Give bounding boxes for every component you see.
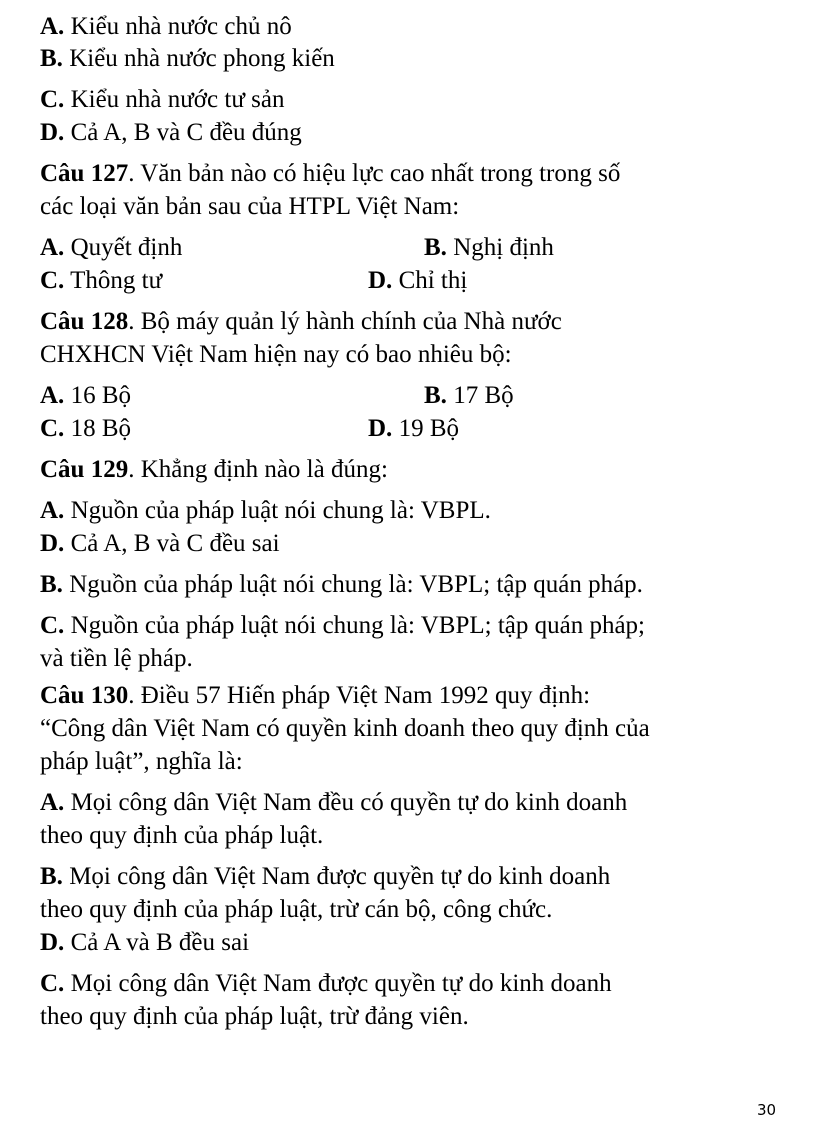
option-a <box>40 382 131 409</box>
option-letter: A. <box>40 13 65 40</box>
question-text: CHXHCN Việt Nam hiện nay có bao nhiêu bộ: <box>40 341 512 368</box>
option-line-continued <box>40 893 790 926</box>
option-line <box>40 967 790 1000</box>
spacer <box>40 75 790 83</box>
option-text: Nguồn của pháp luật nói chung là: VBPL; tập quán pháp. <box>62 571 643 598</box>
option-letter: C. <box>40 970 65 997</box>
spacer <box>40 486 790 494</box>
option-letter: A. <box>40 497 65 524</box>
question-text: . Văn bản nào có hiệu lực cao nhất trong trong số <box>128 160 621 187</box>
option-text: theo quy định của pháp luật, trừ đảng viên. <box>40 1003 469 1030</box>
document-page <box>40 10 790 1033</box>
option-b <box>424 379 514 412</box>
option-c <box>40 415 131 442</box>
option-letter: A. <box>40 382 65 409</box>
spacer <box>40 778 790 786</box>
question-line <box>40 453 790 486</box>
option-letter: B. <box>424 382 447 409</box>
option-row <box>40 412 790 445</box>
option-line <box>40 10 790 43</box>
option-text: và tiền lệ pháp. <box>40 645 193 672</box>
option-text: Quyết định <box>64 234 183 261</box>
option-line <box>40 42 790 75</box>
option-line <box>40 83 790 116</box>
question-text: các loại văn bản sau của HTPL Việt Nam: <box>40 193 460 220</box>
option-row <box>40 231 790 264</box>
option-line <box>40 786 790 819</box>
page-number: 30 <box>757 1101 777 1119</box>
option-row <box>40 264 790 297</box>
option-letter: B. <box>40 45 63 72</box>
option-letter: D. <box>40 929 65 956</box>
question-text: . Khẳng định nào là đúng: <box>128 456 388 483</box>
option-a <box>40 234 182 261</box>
option-letter: B. <box>424 234 447 261</box>
option-text: Mọi công dân Việt Nam được quyền tự do kinh doanh <box>62 863 611 890</box>
option-line <box>40 116 790 149</box>
option-d <box>368 412 459 445</box>
option-text: Nguồn của pháp luật nói chung là: VBPL. <box>64 497 491 524</box>
option-letter: C. <box>40 415 65 442</box>
spacer <box>40 560 790 568</box>
option-text: Nghị định <box>446 234 554 261</box>
option-letter: B. <box>40 863 63 890</box>
question-line <box>40 712 790 745</box>
spacer <box>40 371 790 379</box>
question-line <box>40 157 790 190</box>
option-text: Kiểu nhà nước chủ nô <box>64 13 292 40</box>
option-b <box>424 231 554 264</box>
spacer <box>40 149 790 157</box>
option-letter: D. <box>368 415 393 442</box>
option-row <box>40 379 790 412</box>
option-line <box>40 926 790 959</box>
question-line <box>40 190 790 223</box>
option-c <box>40 267 162 294</box>
option-text: Cả A, B và C đều sai <box>64 530 280 557</box>
option-text: theo quy định của pháp luật. <box>40 822 324 849</box>
question-label: Câu 127 <box>40 160 129 187</box>
question-text: . Bộ máy quản lý hành chính của Nhà nước <box>128 308 562 335</box>
option-text: 16 Bộ <box>64 382 131 409</box>
question-label: Câu 129 <box>40 456 129 483</box>
option-text: 19 Bộ <box>392 415 459 442</box>
question-text: pháp luật”, nghĩa là: <box>40 748 243 775</box>
option-line-continued <box>40 819 790 852</box>
question-label: Câu 128 <box>40 308 129 335</box>
option-line-continued <box>40 1000 790 1033</box>
option-text: 18 Bộ <box>64 415 131 442</box>
option-text: theo quy định của pháp luật, trừ cán bộ, công chức. <box>40 896 553 923</box>
question-line <box>40 305 790 338</box>
question-label: Câu 130 <box>40 682 129 709</box>
option-letter: C. <box>40 612 65 639</box>
question-line <box>40 745 790 778</box>
option-letter: A. <box>40 234 65 261</box>
option-letter: D. <box>368 267 393 294</box>
question-line <box>40 338 790 371</box>
question-text: “Công dân Việt Nam có quyền kinh doanh theo quy định của <box>40 715 650 742</box>
spacer <box>40 959 790 967</box>
option-line-continued <box>40 642 790 675</box>
option-text: Mọi công dân Việt Nam được quyền tự do kinh doanh <box>64 970 612 997</box>
option-text: Kiểu nhà nước tư sản <box>64 86 285 113</box>
question-text: . Điều 57 Hiến pháp Việt Nam 1992 quy định: <box>128 682 591 709</box>
option-letter: C. <box>40 86 65 113</box>
spacer <box>40 601 790 609</box>
option-letter: C. <box>40 267 65 294</box>
option-line <box>40 609 790 642</box>
option-line <box>40 860 790 893</box>
option-text: Thông tư <box>64 267 163 294</box>
spacer <box>40 852 790 860</box>
option-text: Chỉ thị <box>392 267 468 294</box>
option-d <box>368 264 467 297</box>
spacer <box>40 297 790 305</box>
question-line <box>40 679 790 712</box>
option-text: Nguồn của pháp luật nói chung là: VBPL; tập quán pháp; <box>64 612 646 639</box>
option-text: Cả A và B đều sai <box>64 929 250 956</box>
option-text: Kiểu nhà nước phong kiến <box>62 45 335 72</box>
option-line <box>40 527 790 560</box>
spacer <box>40 223 790 231</box>
spacer <box>40 445 790 453</box>
option-line <box>40 568 790 601</box>
option-letter: D. <box>40 119 65 146</box>
option-line <box>40 494 790 527</box>
option-letter: D. <box>40 530 65 557</box>
option-text: 17 Bộ <box>446 382 514 409</box>
option-letter: B. <box>40 571 63 598</box>
option-text: Mọi công dân Việt Nam đều có quyền tự do kinh doanh <box>64 789 628 816</box>
option-letter: A. <box>40 789 65 816</box>
option-text: Cả A, B và C đều đúng <box>64 119 302 146</box>
